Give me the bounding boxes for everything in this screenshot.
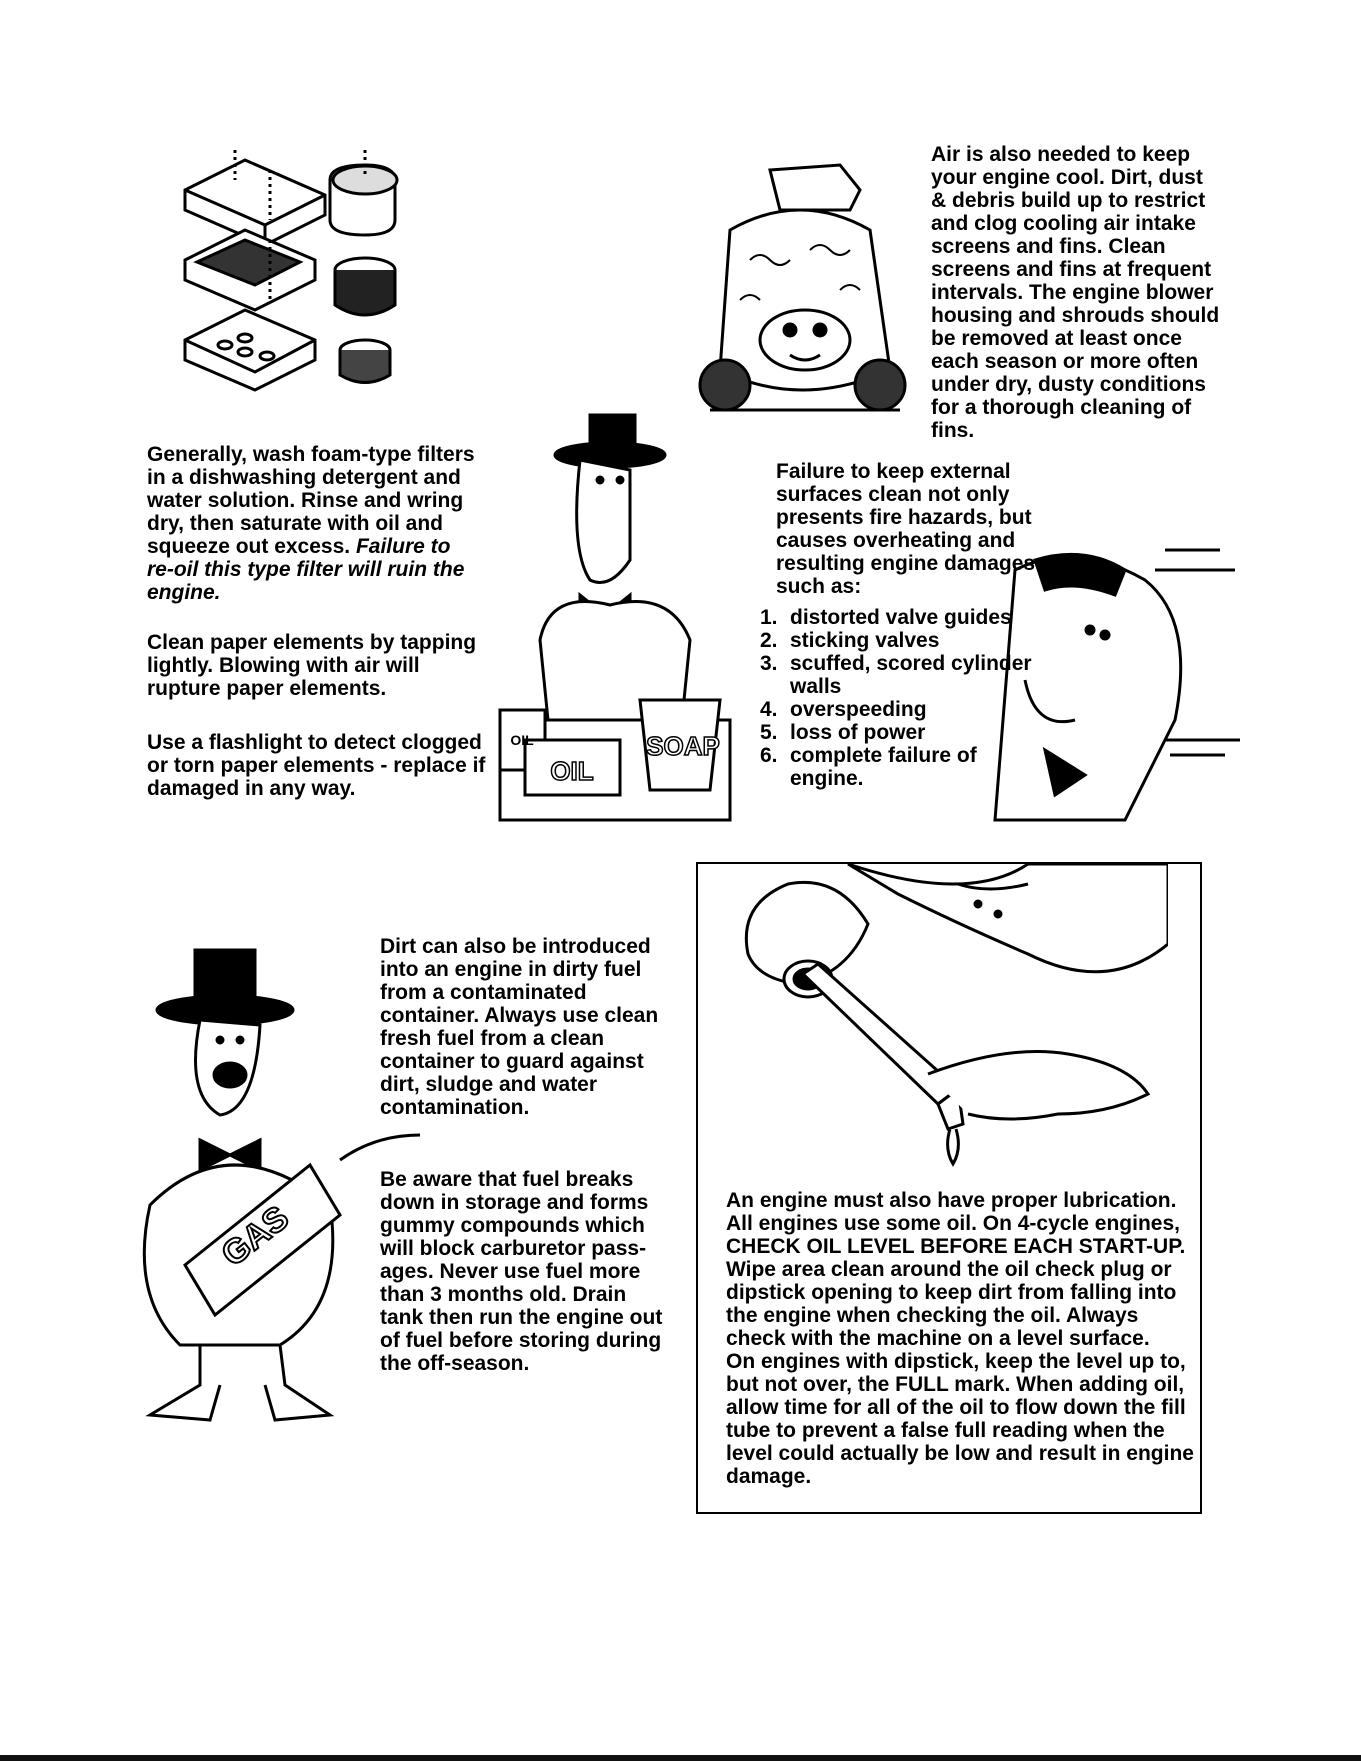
foam-filter-instructions: Generally, wash foam-type filters in a dishwashing detergent and water solution. Rinse and wring dry, then saturate with oil and squeeze out excess. Failure to re-oil this type filter will ruin the engine.	[147, 443, 475, 604]
list-item: 6. complete failure of engine.	[760, 744, 977, 790]
paper-element-instructions: Clean paper elements by tapping lightly. Blowing with air will rupture paper elements.	[147, 631, 477, 700]
flashlight-instructions: Use a flashlight to detect clogged or torn paper elements - replace if damaged in any way.	[147, 731, 486, 800]
gas-can-label: GAS	[214, 1198, 296, 1274]
external-surfaces-text: Failure to keep external surfaces clean not only presents fire hazards, but causes overheating and resulting engine damages such as:	[776, 460, 1036, 598]
oil-warning: Failure to	[355, 535, 451, 558]
oil-box-label: OIL	[550, 756, 594, 786]
oil-can-label: OIL	[510, 732, 534, 748]
list-item: 3. scuffed, scored cylinder walls	[760, 652, 1032, 698]
dipstick-illustration	[728, 864, 1168, 1194]
bird-washing-filter-illustration	[480, 410, 750, 830]
list-item: 4. overspeeding	[760, 698, 927, 721]
oil-check-warning: CHECK OIL LEVEL BEFORE EACH START-UP.	[726, 1235, 1186, 1258]
engine-damage-list	[760, 606, 1080, 790]
lubrication-box	[696, 862, 1202, 1514]
bird-with-gas-can-illustration	[90, 945, 425, 1445]
list-item: 1. distorted valve guides	[760, 606, 1012, 629]
list-item: 2. sticking valves	[760, 629, 940, 652]
engine-cooling-text: Air is also needed to keep your engine cool. Dirt, dust & debris build up to restrict and clog cooling air intake screens and fins. Clean screens and fins at frequent intervals. The engine blower housing and shrouds should be removed at least once each season or more often under dry, dusty conditions for a thorough cleaning of fins.	[931, 143, 1220, 442]
dirty-lawnmower-illustration	[690, 150, 920, 440]
lubrication-text: An engine must also have proper lubrication. All engines use some oil. On 4-cycle engines, CHECK OIL LEVEL BEFORE EACH START-UP. Wipe area clean around the oil check plug or dipstick opening to keep dirt from falling into the engine when checking the oil. Always check with the machine on a level surface. On engines with dipstick, keep the level up to, but not over, the FULL mark. When adding oil, allow time for all of the oil to flow down the fill tube to prevent a false full reading when the level could actually be low and result in engine damage.	[726, 1189, 1206, 1488]
dirty-fuel-text: Dirt can also be introduced into an engine in dirty fuel from a contaminated container. Always use clean fresh fuel from a clean container to guard against dirt, sludge and water contamination.	[380, 935, 659, 1119]
air-filter-illustration	[175, 150, 415, 420]
fuel-storage-text: Be aware that fuel breaks down in storage and forms gummy compounds which will block carburetor pass- ages. Never use fuel more than 3 months old. Drain tank then run the engine out of fuel before storing during the off-season.	[380, 1168, 663, 1375]
soap-bucket-label: SOAP	[646, 731, 720, 761]
list-item: 5. loss of power	[760, 721, 926, 744]
page-bottom-border	[0, 1755, 1361, 1761]
